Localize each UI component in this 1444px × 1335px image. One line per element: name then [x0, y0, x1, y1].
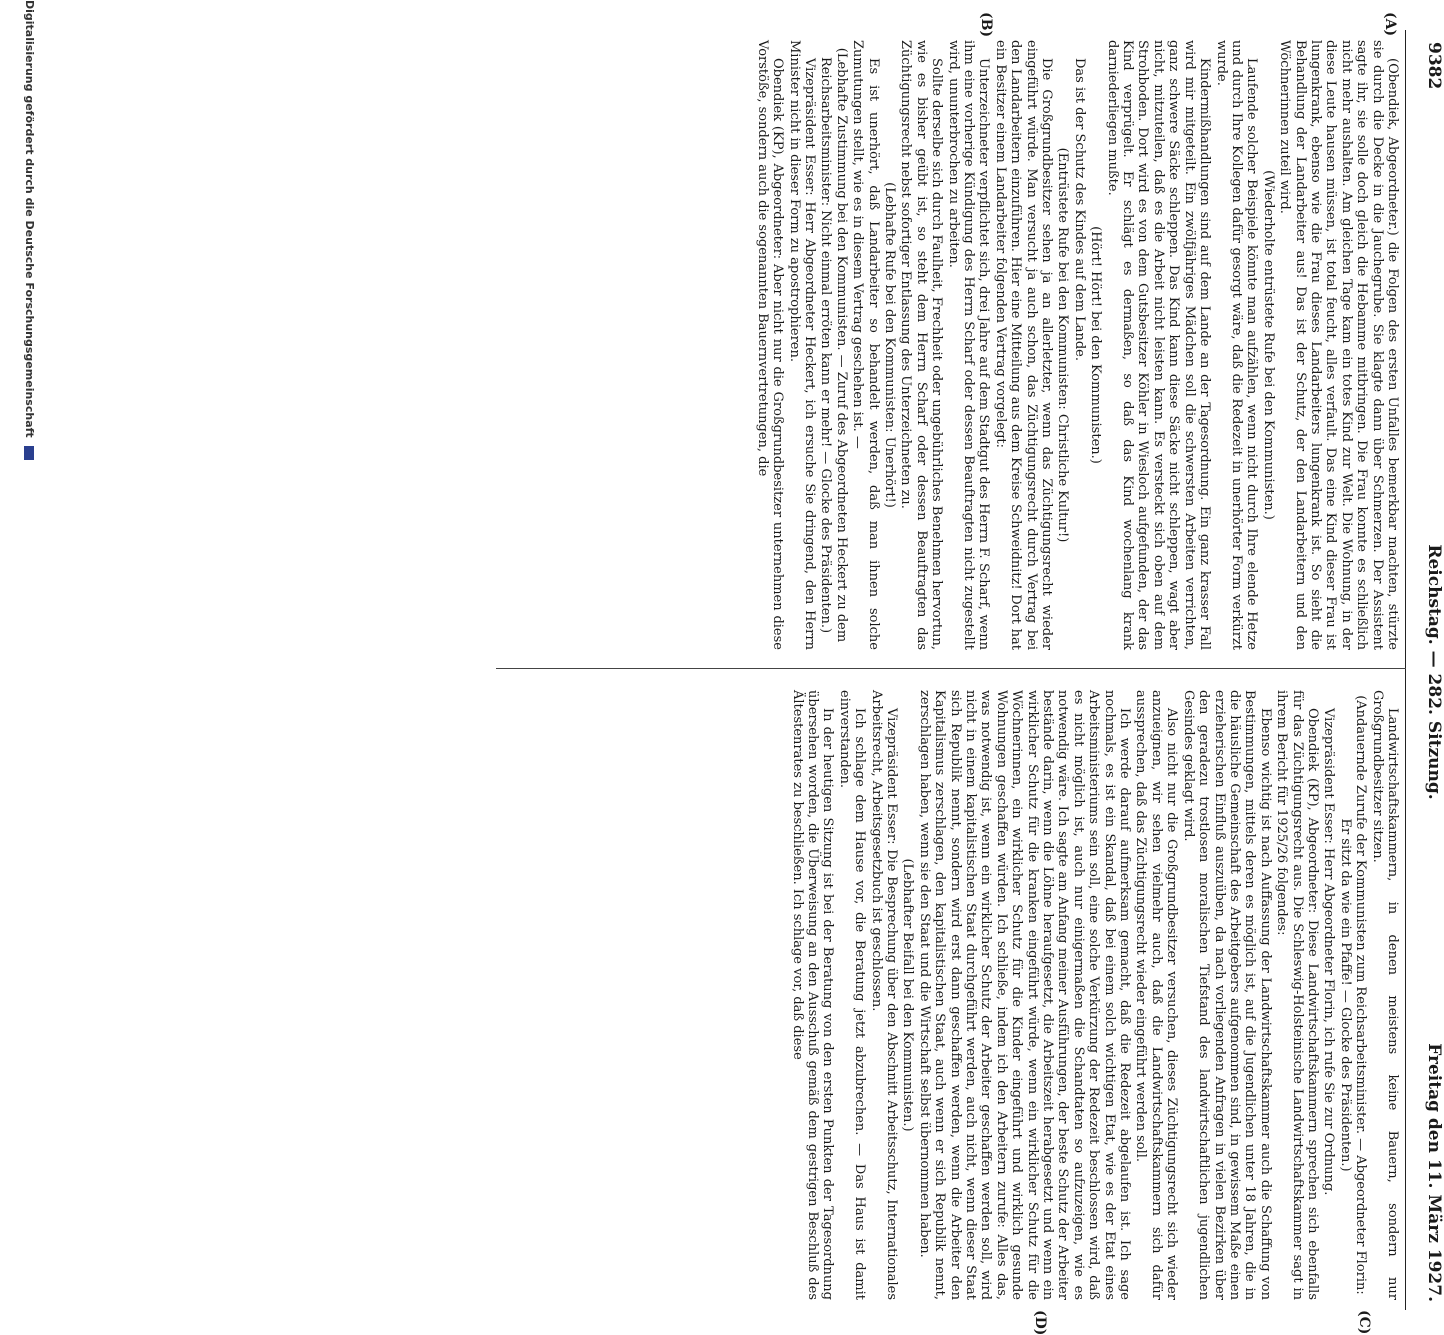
interjection: (Lebhafte Zustimmung bei den Kommunisten. — Zuruf des Abgeordneten Heckert zu dem Reichsarbeitsminister: Nicht einmal erröten kann er mehr! — Glocke des Präsidenten.) [818, 47, 849, 643]
paragraph: Ich schlage dem Hause vor, die Beratung jetzt abzubrechen. — Das Haus ist damit einverstanden. [836, 690, 868, 1300]
digitization-footer [23, 0, 36, 1000]
interjection: (Entrüstete Rufe bei den Kommunisten: Christliche Kultur!) [1055, 147, 1071, 543]
text-column-right [788, 690, 1400, 1300]
page-header [1410, 42, 1444, 1302]
interjection: (Andauernde Zurufe der Kommunisten zum Reichsarbeitsminister. — Abgeordneter Florin: Er sitzt da wie ein Pfaffe! — Glocke des Präsidenten.) [1337, 695, 1369, 1295]
margin-mark-a: (A) [1382, 12, 1398, 37]
interjection: (Wiederholte entrüstete Rufe bei den Kommunisten.) [1260, 170, 1276, 520]
interjection: (Lebhafter Beifall bei den Kommunisten.) [900, 858, 916, 1132]
paragraph: Vizepräsident Esser: Herr Abgeordneter Heckert, ich ersuche Sie dringend, den Herrn Minister nicht in dieser Form zu apostrophieren. [786, 40, 817, 650]
paragraph: Ich werde darauf aufmerksam gemacht, daß die Redezeit abgelaufen ist. Ich sage nochmals, es ist ein Skandal, daß bei einem solch wichtigen Etat, wie es der Etat eines Arbeitsministeriums sein soll, eine solche Verkürzung der Redezeit beschlossen wird, daß es nicht möglich ist, auch nur einigermaßen die Schandtaten so aufzuzeigen, wie es notwendig wäre. Ich sagte am Anfang meiner Ausführungen, der beste Schutz der Arbeiter bestände darin, wenn die Löhne heraufgesetzt, die Arbeitszeit herabgesetzt und wenn ein wirklicher Schutz für die kranken eingeführt würde, wenn ein wirklicher Schutz für die Wöchnerinnen, ein wirklicher Schutz für die Kinder eingeführt und wirklich gesunde Wohnungen geschaffen würden. Ich schließe, indem ich den Arbeitern zurufe: Alles das, was notwendig ist, wenn ein wirklicher Schutz der Arbeiter geschaffen werden soll, wird nicht in einem kapitalistischen Staat durchgeführt werden, auch nicht, wenn dieser Staat sich Republik nennt, sondern wird erst dann geschaffen werden, wenn die Arbeiter den Kapitalismus zerschlagen, den kapitalistischen Staat, auch wenn er sich Republik nennt, zerschlagen haben, wenn sie den Staat und die Wirtschaft selbst übernommen haben. [916, 690, 1133, 1300]
paragraph: Die Großgrundbesitzer sehen ja an allerletzter, wenn das Züchtigungsrecht wieder eingeführt würde. Man versucht ja auch schon, das Züchtigungsrecht durch Vertrag bei den Landarbeitern einzuführen. Hier eine Mitteilung aus dem Kreise Schweidnitz! Dort hat ein Besitzer einem Landarbeiter folgenden Vertrag vorgelegt: [992, 40, 1055, 650]
paragraph: Laufende solcher Beispiele könnte man aufzählen, wenn nicht durch Ihre elende Hetze und durch Ihre Kollegen dafür gesorgt wäre, daß die Redezeit in unerhörter Form verkürzt wurde. [1213, 40, 1260, 650]
quotation: Unterzeichneter verpflichtet sich, drei Jahre auf dem Stadtgut des Herrn F. Scharf, wenn ihm eine vorherige Kündigung des Herrn Scharf oder dessen Beauftragten nicht zugestellt wird, ununterbrochen zu arbeiten. [945, 40, 992, 650]
interjection: (Hört! Hört! bei den Kommunisten.) [1088, 226, 1104, 464]
paragraph: Es ist unerhört, daß Landarbeiter so behandelt werden, daß man ihnen solche Zumutungen stellt, wie es in diesem Vertrag geschehen ist. — [850, 40, 881, 650]
paragraph: Obendiek (KP), Abgeordneter: Diese Landwirtschaftskammern sprechen sich ebenfalls für das Züchtigungsrecht aus. Die Schleswig-Holsteinische Landwirtschaftskammer sagt in ihrem Bericht für 1925/26 folgendes: [1274, 690, 1320, 1300]
quotation: Sollte derselbe sich durch Faulheit, Frechheit oder ungebührliches Benehmen hervortun, wie es bisher geübt ist, so steht dem Herrn Scharf oder dessen Beauftragten das Züchtigungsrecht nebst sofortiger Entlassung des Unterzeichneten zu. [898, 40, 945, 650]
margin-mark-d: (D) [1032, 1310, 1048, 1335]
margin-mark-c: (C) [1356, 1310, 1372, 1335]
dfg-logo-icon [24, 446, 34, 460]
paragraph: Also nicht nur die Großgrundbesitzer versuchen, dieses Züchtigungsrecht sich wieder anzueignen, wir sehen vielmehr auch, daß die Landwirtschaftskammern sich dafür aussprechen, daß das Züchtigungsrecht wieder eingeführt werden soll. [1133, 690, 1180, 1300]
footer-text: Digitalisierung gefördert durch die Deutsche Forschungsgemeinschaft [23, 0, 36, 438]
page-number: 9382 [1424, 42, 1444, 90]
header-title: Reichstag. — 282. Sitzung. [1424, 544, 1444, 800]
paragraph: Das ist der Schutz des Kindes auf dem Lande. [1071, 58, 1087, 361]
text-column-left [753, 40, 1400, 650]
interjection: (Lebhafte Rufe bei den Kommunisten: Unerhört!) [882, 182, 897, 508]
paragraph: Vizepräsident Esser: Die Besprechung über den Abschnitt Arbeitsschutz, Internationales Arbeitsrecht, Arbeitsgesetzbuch ist geschlossen. [868, 690, 899, 1300]
column-divider [496, 668, 1406, 669]
quotation: Ebenso wichtig ist nach Auffassung der Landwirtschaftskammer auch die Schaffung von Bestimmungen, mittels deren es möglich ist, auf die Jugendlichen unter 18 Jahren, die in die häusliche Gemeinschaft des Arbeitgebers aufgenommen sind, in gewissem Maße einen erzieherischen Einfluß auszuüben, da nach vorliegenden Anfragen in vielen Bezirken über den geradezu trostlosen moralischen Tiefstand des landwirtschaftlichen jugendlichen Gesindes geklagt wird. [1180, 690, 1273, 1300]
paragraph: Vizepräsident Esser: Herr Abgeordneter Florin, ich rufe Sie zur Ordnung. [1321, 708, 1337, 1196]
paragraph: Landwirtschaftskammern, in denen meistens keine Bauern, sondern nur Großgrundbesitzer sitzen. [1369, 690, 1400, 1300]
paragraph: In der heutigen Sitzung ist bei der Beratung von den ersten Punkten der Tagesordnung übersehen worden, die Überweisung an den Ausschuß gemäß dem gestrigen Beschluß des Ältestenrates zu beschließen. Ich schlage vor, daß diese [789, 690, 836, 1300]
header-date: Freitag den 11. März 1927. [1424, 1043, 1444, 1302]
paragraph: (Obendiek, Abgeordneter.) die Folgen des ersten Unfalles bemerkbar machten, stürzte sie durch die Decke in die Jauchegrube. Sie klagte dann über Schmerzen. Der Assistent sagte ihr, sie solle doch gleich die Hebamme mitbringen. Die Frau konnte es schließlich nicht mehr aushalten. Am gleichen Tage kam ein totes Kind zur Welt. Die Wohnung, in der diese Leute hausen müssen, ist total feucht, alles verfault. Das eine Kind dieser Frau ist lungenkrank, ebenso wie die Frau dieses Landarbeiters lungenkrank ist. So sieht die Behandlung der Landarbeiter aus! Das ist der Schutz, der den Landarbeitern und den Wöchnerinnen zuteil wird. [1277, 40, 1400, 650]
paragraph: Kindermißhandlungen sind auf dem Lande an der Tagesordnung. Ein ganz krasser Fall wird mir mitgeteilt. Ein zwölfjähriges Mädchen soll die schwersten Arbeiten verrichten, ganz schwere Säcke schleppen. Das Kind kann diese Säcke nicht schleppen, wagt aber nicht, mitzuteilen, daß es die Arbeit nicht leisten kann. Es versteckt sich oben auf dem Strohboden. Dort wird es von dem Gutsbesitzer Köhler in Wiesloch aufgefunden, der das Kind verprügelt. Er schlägt es dermaßen, so daß das Kind wochenlang krank darniederliegen mußte. [1104, 40, 1213, 650]
header-rule [1405, 30, 1406, 1310]
paragraph: Obendiek (KP), Abgeordneter: Aber nicht nur die Großgrundbesitzer unternehmen diese Vorstöße, sondern auch die sogenannten Bauernvertretungen, die [754, 40, 786, 650]
margin-mark-b: (B) [978, 12, 994, 38]
